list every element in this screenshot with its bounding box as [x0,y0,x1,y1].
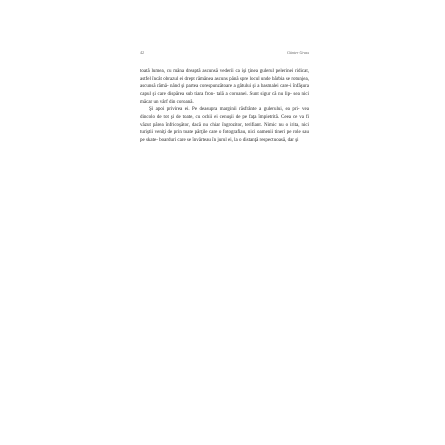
running-header-author: Günter Grass [287,50,309,55]
paragraph: Şi apoi privirea ei. Pe deasupra marginii răsfrânte a gulerului, ea pri- vea dincolo de tot şi de toate, cu ochii ei cenuşii de pe faţa împietrită. Ceea ce va fi văzut părea înfricoşător, dacă nu chiar îngrozitor, terifiant. Nimic nu o irita, nici turiştii veniţi de prin toate părţile care o fotografiau, nici oamenii tineri pe role sau pe skate- boarduri care se învârteau în jurul ei, la o distanţă respectuoasă, dar şi [140,107,309,143]
paragraph: toată lumea, cu mâna dreaptă ascunsă vederii ca işi ţinea gulerul pelerinei ridicat, astfel încât obrazul ei drept rămânea ascuns până spre locul unde bărbia se rotunjea, ascunsă rămâ- nând şi partea corespunzătoare a gâtului şi a basmalei care-i înfăşura capul şi care dispărea sub tiara fron- tală a coroanei. Sunt sigur că nu lip- sea nici măcar un vârf din coroană. [140,69,309,105]
body-text [140,68,309,145]
running-header [140,50,309,55]
page-number: 42 [140,50,144,55]
